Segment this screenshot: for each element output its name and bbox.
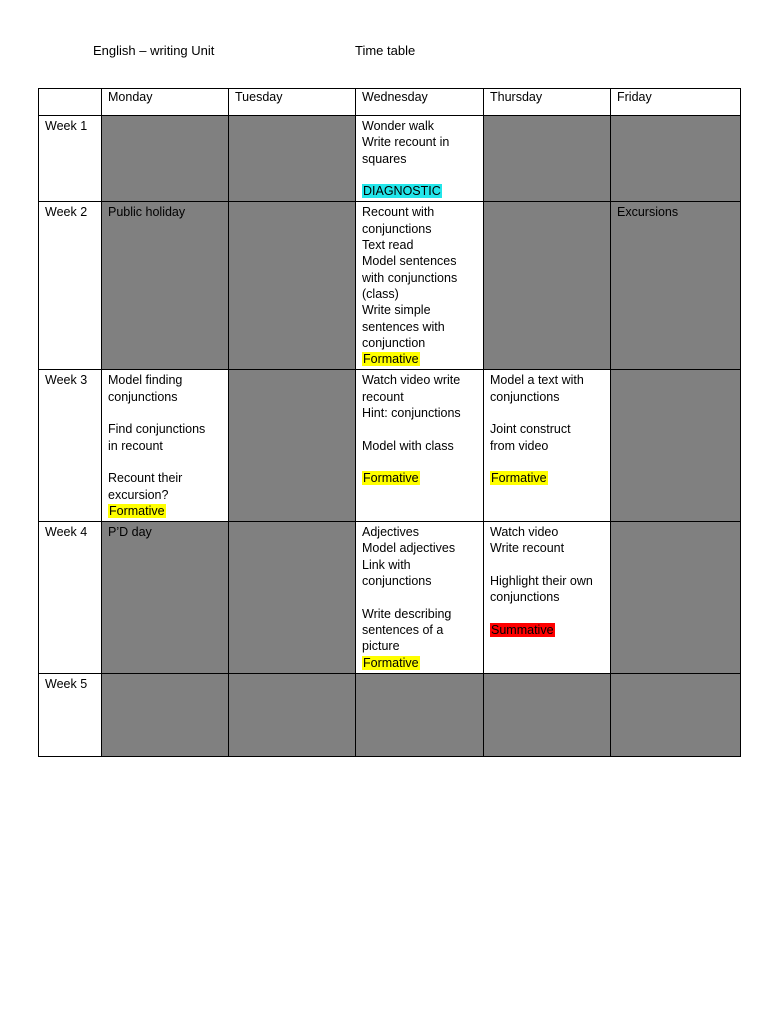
assessment-tag-line (108, 503, 222, 519)
cell-text-line: conjunctions (108, 389, 178, 404)
assessment-tag-line (490, 470, 604, 486)
day-header-friday: Friday (611, 89, 741, 116)
cell-tuesday (229, 522, 356, 674)
assessment-tag-line (362, 655, 477, 671)
cell-friday (611, 522, 741, 674)
cell-text-line: Model finding (108, 373, 183, 388)
cell-text-line (362, 421, 477, 437)
cell-text-line: Recount with (362, 205, 435, 220)
cell-text-line (362, 589, 477, 605)
cell-wednesday (356, 116, 484, 202)
cell-monday (102, 116, 229, 202)
cell-text-line: Write describing (362, 606, 452, 621)
cell-text-line: Joint construct (490, 422, 571, 437)
day-header-tuesday: Tuesday (229, 89, 356, 116)
cell-text-line: Adjectives (362, 525, 419, 540)
cell-text-line: conjunctions (362, 574, 432, 589)
week-label: Week 3 (39, 370, 102, 522)
cell-friday (611, 116, 741, 202)
unit-title: English – writing Unit (93, 43, 215, 58)
assessment-tag-formative: Formative (363, 471, 419, 486)
cell-text-line: in recount (108, 438, 163, 453)
header-row (39, 89, 741, 116)
cell-text-line: conjunctions (490, 590, 560, 605)
cell-thursday (484, 202, 611, 370)
cell-text-line (108, 405, 222, 421)
cell-text-line (490, 557, 604, 573)
assessment-tag-line (490, 622, 604, 638)
cell-wednesday (356, 522, 484, 674)
cell-text-line: Hint: conjunctions (362, 406, 461, 421)
week-label: Week 5 (39, 673, 102, 756)
cell-wednesday (356, 202, 484, 370)
cell-tuesday (229, 202, 356, 370)
cell-text-line: Model with class (362, 438, 454, 453)
assessment-tag-diagnostic: DIAGNOSTIC (363, 184, 441, 199)
cell-text-line: Watch video write (362, 373, 461, 388)
cell-text-line: with conjunctions (362, 270, 458, 285)
day-header-monday: Monday (102, 89, 229, 116)
cell-text-line (108, 454, 222, 470)
cell-text-line: Watch video (490, 525, 559, 540)
week-label: Week 2 (39, 202, 102, 370)
assessment-tag-line (362, 470, 477, 486)
cell-text-line: P’D day (108, 525, 152, 540)
cell-text-line: Write simple (362, 303, 431, 318)
timetable (38, 88, 741, 757)
cell-wednesday (356, 370, 484, 522)
cell-thursday (484, 673, 611, 756)
cell-text-line: conjunctions (362, 221, 432, 236)
cell-text-line: recount (362, 389, 404, 404)
cell-text-line: Text read (362, 238, 414, 253)
cell-monday (102, 673, 229, 756)
cell-text-line (490, 454, 604, 470)
assessment-tag-summative: Summative (491, 622, 554, 637)
day-header-wednesday: Wednesday (356, 89, 484, 116)
assessment-tag-formative: Formative (109, 503, 165, 518)
day-header-thursday: Thursday (484, 89, 611, 116)
cell-text-line: sentences of a (362, 622, 444, 637)
cell-text-line (362, 454, 477, 470)
cell-text-line: Model adjectives (362, 541, 456, 556)
cell-friday (611, 673, 741, 756)
cell-text-line: conjunction (362, 335, 426, 350)
cell-text-line: Write recount (490, 541, 565, 556)
cell-text-line: Link with (362, 557, 411, 572)
cell-text-line: Public holiday (108, 205, 186, 220)
assessment-tag-formative: Formative (363, 352, 419, 367)
cell-text-line: squares (362, 151, 407, 166)
timetable-title: Time table (355, 43, 416, 58)
week-row (39, 673, 741, 756)
assessment-tag-formative: Formative (491, 471, 547, 486)
cell-friday (611, 202, 741, 370)
week-row (39, 370, 741, 522)
cell-text-line: Excursions (617, 205, 679, 220)
cell-text-line (490, 405, 604, 421)
cell-text-line: sentences with (362, 319, 445, 334)
week-row (39, 202, 741, 370)
cell-text-line (490, 606, 604, 622)
cell-text-line: Find conjunctions (108, 422, 206, 437)
cell-wednesday (356, 673, 484, 756)
cell-thursday (484, 370, 611, 522)
cell-tuesday (229, 370, 356, 522)
cell-monday (102, 202, 229, 370)
week-label: Week 4 (39, 522, 102, 674)
corner-cell (39, 89, 102, 116)
cell-tuesday (229, 116, 356, 202)
cell-thursday (484, 522, 611, 674)
cell-monday (102, 370, 229, 522)
cell-text-line: (class) (362, 286, 399, 301)
cell-text-line: Recount their (108, 471, 183, 486)
cell-text-line: excursion? (108, 487, 169, 502)
cell-text-line: from video (490, 438, 549, 453)
week-row (39, 522, 741, 674)
cell-text-line (362, 167, 477, 183)
cell-text-line: Model sentences (362, 254, 457, 269)
cell-text-line: Model a text with (490, 373, 584, 388)
cell-monday (102, 522, 229, 674)
cell-text-line: Highlight their own (490, 574, 593, 589)
cell-text-line: conjunctions (490, 389, 560, 404)
assessment-tag-line (362, 183, 477, 199)
cell-thursday (484, 116, 611, 202)
cell-friday (611, 370, 741, 522)
week-label: Week 1 (39, 116, 102, 202)
assessment-tag-formative: Formative (363, 655, 419, 670)
cell-text-line: Wonder walk (362, 119, 435, 133)
assessment-tag-line (362, 351, 477, 367)
cell-tuesday (229, 673, 356, 756)
week-row (39, 116, 741, 202)
cell-text-line: Write recount in (362, 135, 450, 150)
cell-text-line: picture (362, 639, 400, 654)
